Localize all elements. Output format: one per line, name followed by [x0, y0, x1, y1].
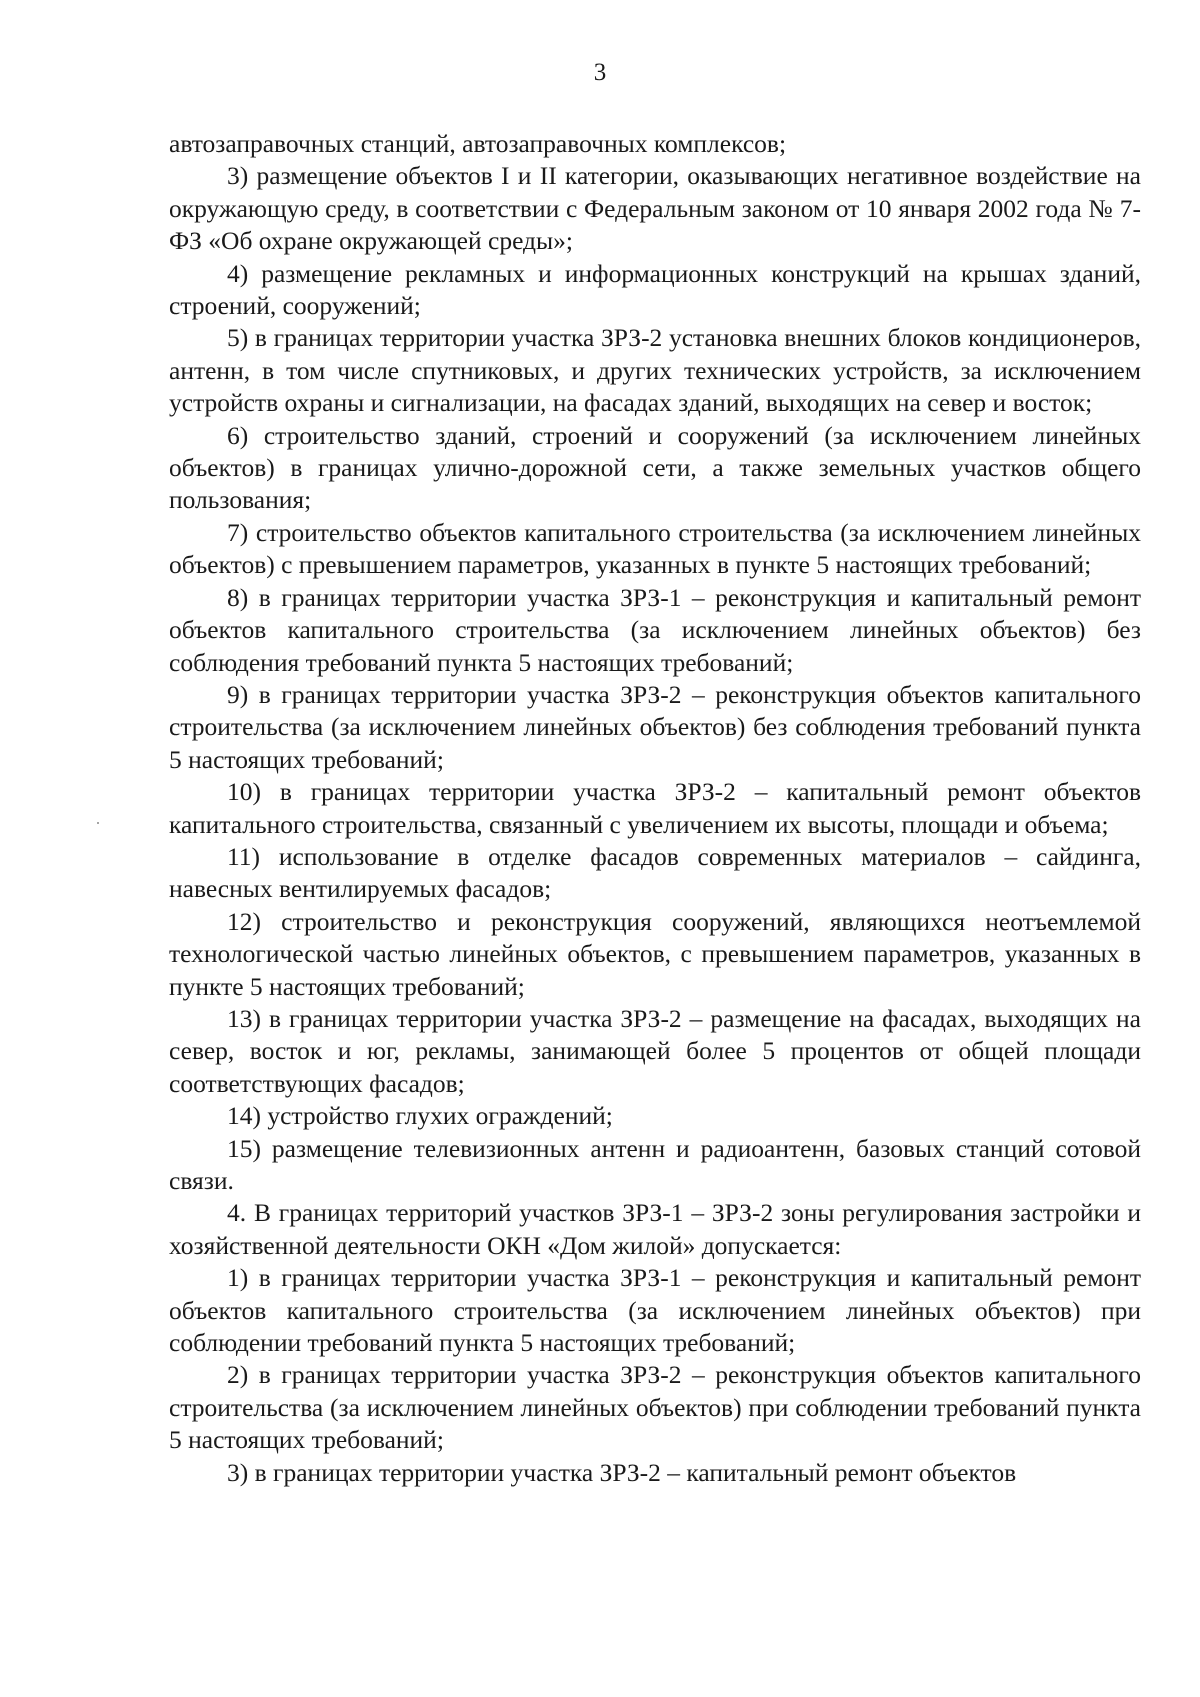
list-item-7: 7) строительство объектов капитального строительства (за исключением линейных объектов) с превышением параметров, указанных в пункте 5 настоящих требований; — [169, 517, 1141, 580]
list-item-10: 10) в границах территории участка ЗРЗ-2 – капитальный ремонт объектов капитального строительства, связанный с увеличением их высоты, площади и объема; — [169, 777, 1141, 839]
list-item-13: 13) в границах территории участка ЗРЗ-2 – размещение на фасадах, выходящих на север, восток и юг, рекламы, занимающей более 5 процентов от общей площади соответствующих фасадов; — [169, 1003, 1141, 1098]
list-item-11: 11) использование в отделке фасадов современных материалов – сайдинга, навесных вентилируемых фасадов; — [169, 841, 1141, 904]
scan-speck — [97, 822, 99, 824]
allowed-item-2: 2) в границах территории участка ЗРЗ-2 – реконструкция объектов капитального строительства (за исключением линейных объектов) при соблюдении требований пункта 5 настоящих требований; — [169, 1360, 1141, 1455]
page-number: 3 — [593, 59, 607, 86]
list-item-5: 5) в границах территории участка ЗРЗ-2 установка внешних блоков кондиционеров, антенн, в том числе спутниковых, и других технических устройств, за исключением устройств охраны и сигнализации, на фасадах зданий, выходящих на север и восток; — [169, 323, 1141, 418]
list-item-4: 4) размещение рекламных и информационных конструкций на крышах зданий, строений, сооружений; — [169, 258, 1141, 321]
section-4-heading-paragraph: 4. В границах территорий участков ЗРЗ-1 – ЗРЗ-2 зоны регулирования застройки и хозяйственной деятельности ОКН «Дом жилой» допускается: — [169, 1198, 1141, 1260]
list-item-12: 12) строительство и реконструкция сооружений, являющихся неотъемлемой технологической частью линейных объектов, с превышением параметров, указанных в пункте 5 настоящих требований; — [169, 906, 1141, 1001]
body-text — [169, 128, 1141, 1489]
list-item-3: 3) размещение объектов I и II категории, оказывающих негативное воздействие на окружающую среду, в соответствии с Федеральным законом от 10 января 2002 года № 7-ФЗ «Об охране окружающей среды»; — [169, 161, 1141, 256]
list-item-8: 8) в границах территории участка ЗРЗ-1 – реконструкция и капитальный ремонт объектов капитального строительства (за исключением линейных объектов) без соблюдения требований пункта 5 настоящих требований; — [169, 582, 1141, 677]
allowed-item-3: 3) в границах территории участка ЗРЗ-2 – капитальный ремонт объектов — [227, 1457, 1017, 1487]
list-item-15: 15) размещение телевизионных антенн и радиоантенн, базовых станций сотовой связи. — [169, 1133, 1141, 1195]
paragraph-continuation: автозаправочных станций, автозаправочных комплексов; — [169, 129, 787, 158]
list-item-6: 6) строительство зданий, строений и сооружений (за исключением линейных объектов) в границах улично-дорожной сети, а также земельных участков общего пользования; — [169, 420, 1141, 515]
list-item-9: 9) в границах территории участка ЗРЗ-2 – реконструкция объектов капитального строительства (за исключением линейных объектов) без соблюдения требований пункта 5 настоящих требований; — [169, 679, 1141, 774]
list-item-14: 14) устройство глухих ограждений; — [227, 1101, 613, 1131]
allowed-item-1: 1) в границах территории участка ЗРЗ-1 – реконструкция и капитальный ремонт объектов капитального строительства (за исключением линейных объектов) при соблюдении требований пункта 5 настоящих требований; — [169, 1263, 1141, 1358]
